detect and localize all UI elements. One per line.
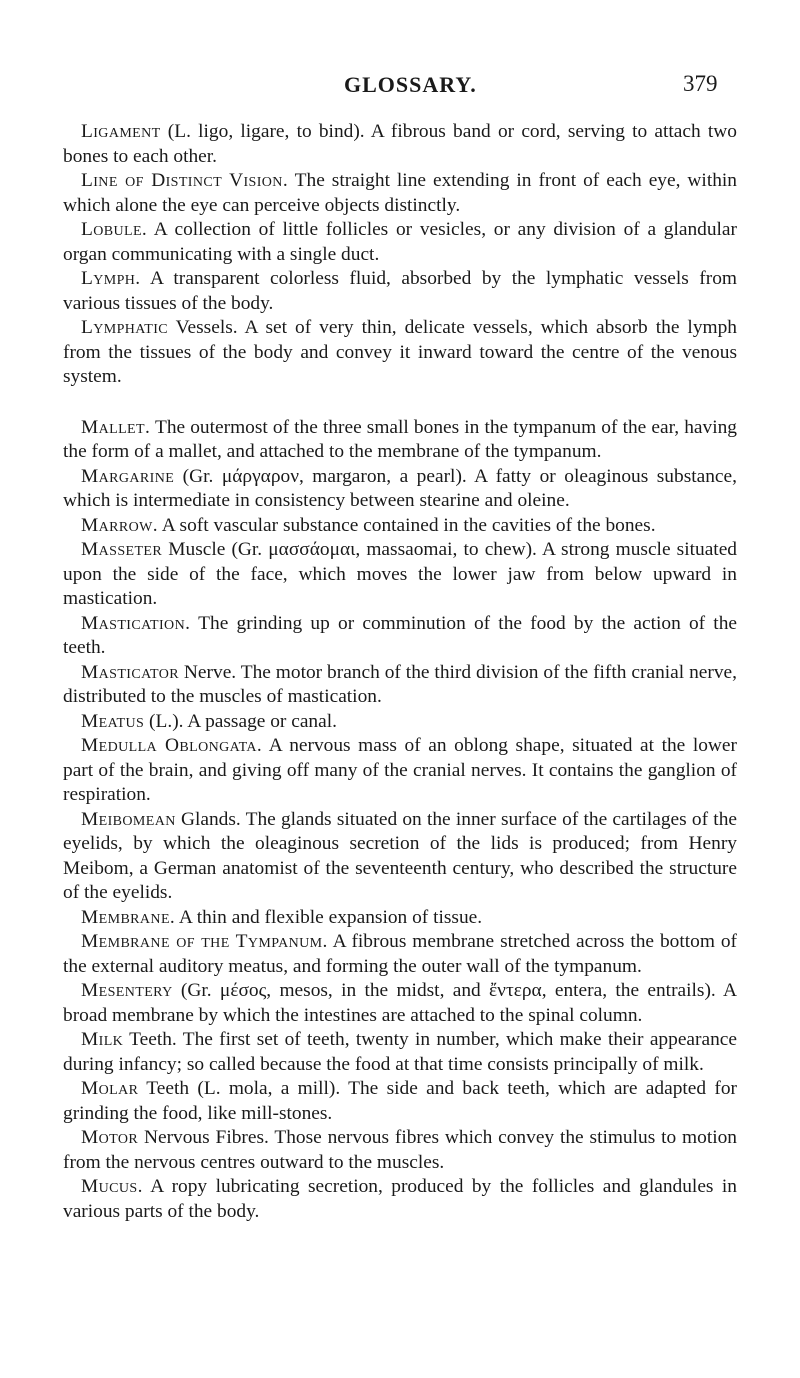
glossary-entry xyxy=(63,218,737,267)
glossary-entry xyxy=(63,465,737,514)
entry-definition: The grinding up or comminution of the food by the action of the teeth. xyxy=(63,612,737,658)
glossary-entry xyxy=(63,734,737,808)
entry-definition: (L.). A passage or canal. xyxy=(144,710,337,732)
entry-term: Marrow. xyxy=(81,514,158,536)
glossary-entry xyxy=(63,416,737,465)
glossary-entry xyxy=(63,120,737,169)
glossary-entry xyxy=(63,538,737,612)
entry-term: Line of Distinct Vision. xyxy=(81,170,289,191)
entry-term: Membrane. xyxy=(81,906,176,928)
entry-term: Meatus xyxy=(81,710,145,732)
entry-definition: A fibrous membrane stretched across the bottom of the external auditory meatus, and forming the outer wall of the tympanum. xyxy=(63,931,737,977)
entry-term: Lobule. xyxy=(81,219,148,240)
glossary-entry xyxy=(63,1028,737,1077)
glossary-entry xyxy=(63,1077,737,1126)
entry-term: Molar xyxy=(81,1078,139,1099)
entry-definition: A transparent colorless fluid, absorbed by the lymphatic vessels from various tissues of the body. xyxy=(63,268,737,314)
entry-term: Mallet. xyxy=(81,416,151,438)
glossary-entry xyxy=(63,514,737,539)
entry-definition: A soft vascular substance contained in the cavities of the bones. xyxy=(158,514,656,536)
entry-definition: A ropy lubricating secretion, produced by the follicles and glandules in various parts of the body. xyxy=(63,1176,737,1222)
entry-definition: (L. ligo, ligare, to bind). A fibrous band or cord, serving to attach two bones to each other. xyxy=(63,121,737,167)
entry-term: Mesentery xyxy=(81,980,173,1001)
entry-definition: The straight line extending in front of each eye, within which alone the eye can perceive objects distinctly. xyxy=(63,170,737,216)
entry-term: Mastication. xyxy=(81,612,191,634)
entry-definition: Vessels. A set of very thin, delicate vessels, which absorb the lymph from the tissues of the body and convey it inward toward the centre of the venous system. xyxy=(63,317,737,387)
entry-definition: (Gr. μάργαρον, margaron, a pearl). A fatty or oleaginous substance, which is intermediate in consistency between stearine and oleine. xyxy=(63,465,737,511)
entry-term: Lymph. xyxy=(81,268,141,289)
entry-definition: A collection of little follicles or vesicles, or any division of a glandular organ communicating with a single duct. xyxy=(63,219,737,265)
entry-term: Membrane of the Tympanum. xyxy=(81,931,328,952)
glossary-entry xyxy=(63,1126,737,1175)
running-title: GLOSSARY. xyxy=(344,72,477,97)
entry-definition: Muscle (Gr. μασσάομαι, massaomai, to chew). A strong muscle situated upon the side of the face, which moves the lower jaw from below upward in mastication. xyxy=(63,539,737,609)
entry-definition: Nervous Fibres. Those nervous fibres which convey the stimulus to motion from the nervous centres outward to the muscles. xyxy=(63,1127,737,1173)
entry-term: Motor xyxy=(81,1127,139,1148)
entry-term: Mucus. xyxy=(81,1176,143,1197)
entry-definition: A thin and flexible expansion of tissue. xyxy=(175,906,483,928)
entry-definition: Teeth (L. mola, a mill). The side and back teeth, which are adapted for grinding the food, like mill-stones. xyxy=(63,1078,737,1124)
entry-definition: (Gr. μέσος, mesos, in the midst, and ἔντερα, entera, the entrails). A broad membrane by which the intestines are attached to the spinal column. xyxy=(63,980,737,1026)
glossary-entry xyxy=(63,906,737,931)
entry-term: Milk xyxy=(81,1029,124,1050)
glossary-entry xyxy=(63,930,737,979)
glossary-entry xyxy=(63,979,737,1028)
entry-term: Lymphatic xyxy=(81,317,169,338)
glossary-entry xyxy=(63,808,737,906)
glossary-entry xyxy=(63,710,737,735)
glossary-entry xyxy=(63,661,737,710)
entry-term: Ligament xyxy=(81,121,161,142)
entry-definition: Nerve. The motor branch of the third division of the fifth cranial nerve, distributed to the muscles of mastication. xyxy=(63,661,737,707)
entry-definition: Glands. The glands situated on the inner surface of the cartilages of the eyelids, by which the oleaginous secretion of the lids is produced; from Henry Meibom, a German anatomist of the seventeenth century, who described the structure of the eyelids. xyxy=(63,808,737,903)
glossary-entries xyxy=(63,120,737,1224)
entry-term: Medulla Oblongata. xyxy=(81,735,263,756)
page-number: 379 xyxy=(683,71,718,96)
entry-term: Margarine xyxy=(81,465,175,487)
entry-definition: A nervous mass of an oblong shape, situated at the lower part of the brain, and giving off many of the cranial nerves. It contains the ganglion of respiration. xyxy=(63,735,737,805)
entry-definition: Teeth. The first set of teeth, twenty in number, which make their appearance during infancy; so called because the food at that time consists principally of milk. xyxy=(63,1029,737,1075)
glossary-entry xyxy=(63,267,737,316)
entry-term: Meibomean xyxy=(81,808,176,830)
entry-term: Masseter xyxy=(81,539,163,560)
entry-term: Masticator xyxy=(81,661,179,683)
entry-definition: The outermost of the three small bones in the tympanum of the ear, having the form of a mallet, and attached to the membrane of the tympanum. xyxy=(63,416,737,462)
glossary-entry xyxy=(63,169,737,218)
glossary-entry xyxy=(63,1175,737,1224)
glossary-entry xyxy=(63,612,737,661)
glossary-entry xyxy=(63,316,737,390)
